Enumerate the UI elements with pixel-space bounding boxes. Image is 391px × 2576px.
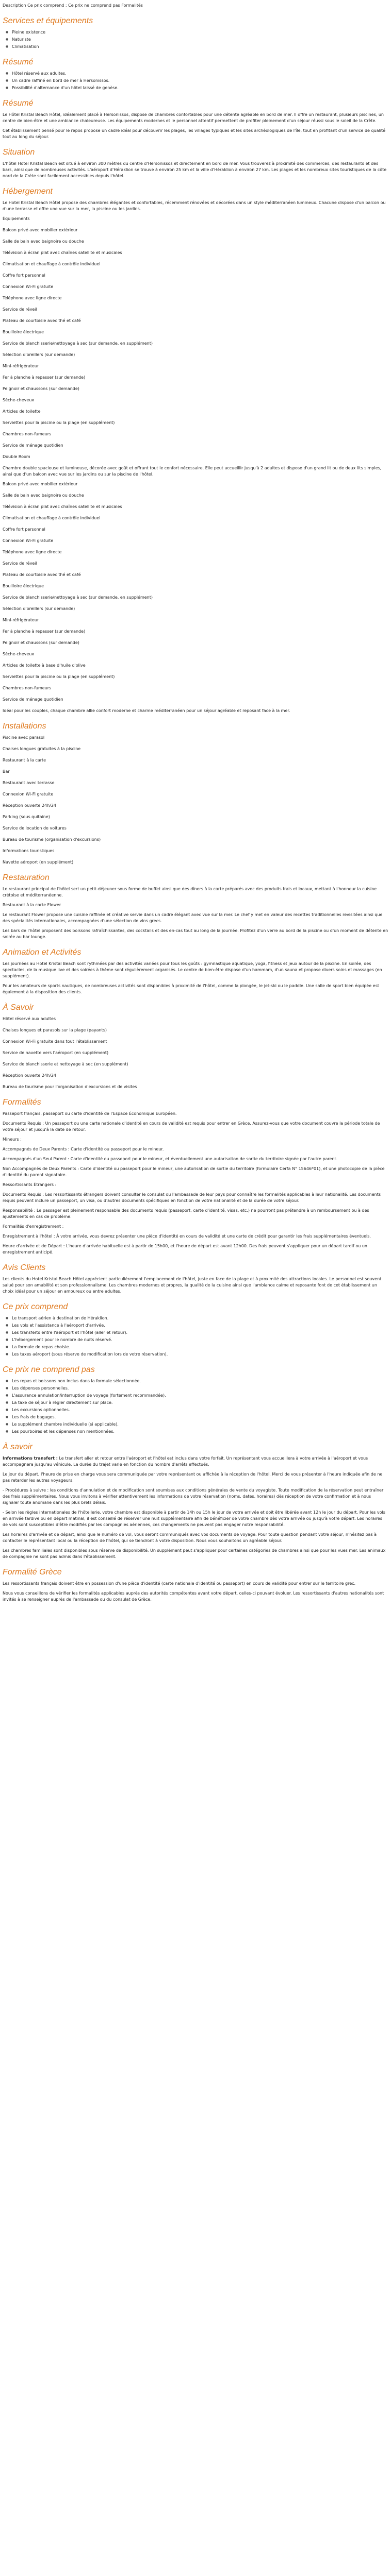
text-line: Réception ouverte 24h/24: [3, 1073, 57, 1078]
list-item: ● Les taxes aéroport (sous réserve de modification lors de votre réservation).: [12, 1351, 388, 1358]
paragraph: Documents Requis : Un passeport ou une carte nationale d'identité en cours de validité est requis pour entrer en Grèce. Assurez-vous que votre document couvre la période totale de votre séjour et jusqu'à la date de retour.: [3, 1121, 380, 1132]
list-item: ● La taxe de séjour à régler directement sur place.: [12, 1400, 388, 1406]
list-item: ● Les repas et boissons non inclus dans la formule sélectionnée.: [12, 1378, 388, 1384]
section-title: Animation et Activités: [3, 948, 82, 957]
highlights-list: [12, 71, 388, 91]
section-greece-formalities: [3, 1567, 388, 1603]
paragraph: Nous vous conseillons de vérifier les formalités applicables auprès des autorités compétentes avant votre départ, celles-ci pouvant évoluer. Les ressortissants d'autres nationalités sont invités à se renseigner auprès de l'ambassade ou du consulat de Grèce.: [3, 1591, 384, 1602]
section-formalities: [3, 1097, 388, 1256]
list-item: ● Possibilité d'alternance d'un hôtel laissé de genèse.: [12, 85, 388, 91]
text-line: Climatisation et chauffage à contrôle individuel: [3, 262, 101, 266]
transfer-info-text: Le transfert aller et retour entre l'aéroport et l'hôtel est inclus dans votre forfait. Un représentant vous accueillera à votre arrivée à l'aéroport et vous accompagnera jusqu'au véhicule. La durée du trajet varie en fonction du nombre d'arrêts effectués.: [3, 1456, 368, 1467]
text-line: Service de blanchisserie/nettoyage à sec (sur demande, en supplément): [3, 341, 153, 346]
paragraph: Accompagnés d'un Seul Parent : Carte d'identité ou passeport pour le mineur, et éventuellement une autorisation de sortie du territoire signée par l'autre parent.: [3, 1157, 338, 1161]
section-title: Résumé: [3, 99, 34, 108]
text-line: Articles de toilette à base d'huile d'olive: [3, 663, 86, 668]
text-line: Télévision à écran plat avec chaînes satellite et musicales: [3, 250, 122, 255]
list-item: ● Les pourboires et les dépenses non mentionnées.: [12, 1429, 388, 1435]
text-line: Chambres non-fumeurs: [3, 686, 52, 690]
section-situation: [3, 147, 388, 179]
text-line: Coffre fort personnel: [3, 273, 45, 278]
text-line: Téléphone avec ligne directe: [3, 296, 62, 300]
paragraph: Non Accompagnés de Deux Parents : Carte d'identité ou passeport pour le mineur, une autorisation de sortie du territoire (formulaire Cerfa N° 15646*01), et une photocopie de la pièce d'identité du parent signataire.: [3, 1166, 385, 1177]
section-title: Installations: [3, 722, 46, 731]
list-item: ● L'assurance annulation/interruption de voyage (fortement recommandée).: [12, 1393, 388, 1399]
section-dining: [3, 873, 388, 940]
paragraph: Accompagnés de Deux Parents : Carte d'identité ou passeport pour le mineur.: [3, 1147, 164, 1151]
paragraph: Le Hôtel Kristal Beach Hôtel, idéalement placé à Hersonissos, dispose de chambres confortables pour une détente agréable en bord de mer. Il offre un restaurant, plusieurs piscines, un centre de bien-être et une ambiance chaleureuse. Les équipements modernes et le personnel attentif permettent de profiter pleinement d'un séjour réussi sous le soleil de la Crète.: [3, 112, 384, 123]
text-line: Équipements: [3, 216, 30, 221]
section-title: À savoir: [3, 1443, 32, 1451]
list-item: ● Les dépenses personnelles.: [12, 1385, 388, 1392]
paragraph: Les clients du Hotel Kristal Beach Hôtel apprécient particulièrement l'emplacement de l'hôtel, juste en face de la plage et à proximité des attractions locales. Le personnel est souvent salué pour son amabilité et son professionnalisme. Les chambres modernes et propres, la qualité de la cuisine ainsi que l'ambiance calme et reposante font de cet établissement un choix idéal pour un séjour en amoureux ou entre adultes.: [3, 1277, 382, 1294]
paragraph: Passeport français, passeport ou carte d'identité de l'Espace Économique Européen.: [3, 1111, 177, 1116]
section-title: Situation: [3, 148, 35, 157]
paragraph: [3, 1455, 388, 1468]
text-line: Sèche-cheveux: [3, 652, 35, 656]
paragraph: L'hôtel Hotel Kristal Beach est situé à environ 300 mètres du centre d'Hersonissos et directement en bord de mer. Vous trouverez à proximité des commerces, des restaurants et des bars, ainsi que de nombreuses activités. L'aéroport d'Héraklion se trouve à environ 25 km et la ville d'Héraklion à environ 27 km. Les plages et les nombreux sites touristiques de la côte nord de la Crète sont facilement accessibles depuis l'hôtel.: [3, 161, 387, 178]
paragraph: Les journées au Hotel Kristal Beach sont rythmées par des activités variées pour tous les goûts : gymnastique aquatique, yoga, fitness et jeux autour de la piscine. En soirée, des spectacles, de la musique live et des soirées à thème sont régulièrement organisés. Le centre de bien-être dispose d'un hammam, d'un sauna et propose divers soins et massages (en supplément).: [3, 961, 382, 978]
section-to-know: [3, 1442, 388, 1560]
text-line: Peignoir et chaussons (sur demande): [3, 640, 79, 645]
text-line: Informations touristiques: [3, 849, 55, 853]
paragraph: Les ressortissants français doivent être en possession d'une pièce d'identité (carte nationale d'identité ou passeport) en cours de validité pour entrer sur le territoire grec.: [3, 1581, 356, 1586]
excludes-list: [12, 1378, 388, 1435]
text-line: Chambres non-fumeurs: [3, 432, 52, 436]
section-title: Ce prix comprend: [3, 1302, 68, 1311]
text-line: Serviettes pour la piscine ou la plage (en supplément): [3, 674, 115, 679]
text-line: Climatisation et chauffage à contrôle individuel: [3, 516, 101, 520]
paragraph: Restaurant à la carte Flower: [3, 903, 61, 907]
section-accommodation: [3, 187, 388, 714]
paragraph: Cet établissement pensé pour le repos propose un cadre idéal pour découvrir les plages, les villages typiques et les sites archéologiques de l'île, tout en profitant d'un service de qualité tout au long du séjour.: [3, 128, 386, 139]
paragraph: Mineurs :: [3, 1137, 22, 1142]
section-good-to-know: [3, 1003, 388, 1090]
text-line: Sélection d'oreillers (sur demande): [3, 606, 75, 611]
text-line: Mini-réfrigérateur: [3, 618, 39, 622]
section-services: [3, 16, 388, 50]
section-activities: [3, 947, 388, 995]
paragraph: Formalités d'enregistrement :: [3, 1224, 64, 1229]
list-item: ● Hôtel réservé aux adultes.: [12, 71, 388, 77]
text-line: Connexion Wi-Fi gratuite dans tout l'établissement: [3, 1039, 107, 1044]
paragraph: Documents Requis : Les ressortissants étrangers doivent consulter le consulat ou l'ambassade de leur pays pour connaître les formalités applicables à leur nationalité. Les documents requis peuvent inclure un passeport, un visa, ou d'autres documents spécifiques en fonction de votre nationalité et de la durée de votre séjour.: [3, 1192, 381, 1203]
text-line: Bureau de tourisme (organisation d'excursions): [3, 837, 101, 842]
list-item: ● L'hébergement pour le nombre de nuits réservé.: [12, 1337, 388, 1343]
text-line: Service de blanchisserie/nettoyage à sec (sur demande, en supplément): [3, 595, 153, 600]
text-line: Bouilloire électrique: [3, 330, 44, 334]
paragraph: Heure d'arrivée et de Départ : L'heure d'arrivée habituelle est à partir de 15h00, et l'heure de départ est avant 12h00. Des frais peuvent s'appliquer pour un départ tardif ou un enregistrement anticipé.: [3, 1244, 367, 1255]
paragraph: Ressortissants Étrangers :: [3, 1182, 57, 1187]
list-item: ● Naturiste: [12, 37, 388, 43]
section-summary-highlights: [3, 57, 388, 91]
text-line: Service de navette vers l'aéroport (en supplément): [3, 1050, 109, 1055]
paragraph: Les bars de l'hôtel proposent des boissons rafraîchissantes, des cocktails et des en-cas tout au long de la journée. Profitez d'un verre au bord de la piscine ou d'un moment de détente en soirée au bar lounge.: [3, 928, 388, 939]
paragraph: - Selon les règles internationales de l'hôtellerie, votre chambre est disponible à partir de 14h ou 15h le jour de votre arrivée et doit être libérée avant 12h le jour du départ. Pour les vols en arrivée tardive ou en départ matinal, il est conseillé de réserver une nuit supplémentaire afin de bénéficier de votre chambre dès votre arrivée ou jusqu'à votre départ. Les horaires de vols sont susceptibles d'être modifiés par les compagnies aériennes, ces changements ne peuvent pas engager notre responsabilité.: [3, 1510, 385, 1527]
section-reviews: [3, 1263, 388, 1295]
text-line: Salle de bain avec baignoire ou douche: [3, 239, 84, 244]
text-line: Réception ouverte 24h/24: [3, 803, 57, 808]
text-line: Sèche-cheveux: [3, 398, 35, 402]
text-line: Articles de toilette: [3, 409, 41, 414]
text-line: Restaurant avec terrasse: [3, 781, 55, 785]
text-line: Peignoir et chaussons (sur demande): [3, 386, 79, 391]
text-line: Service de blanchisserie et nettoyage à sec (en supplément): [3, 1062, 128, 1066]
section-title: Formalité Grèce: [3, 1568, 62, 1577]
text-line: Navette aéroport (en supplément): [3, 860, 74, 865]
list-item: ● Le transport aérien à destination de Héraklion.: [12, 1315, 388, 1321]
text-line: Double Room: [3, 454, 30, 459]
text-line: Piscine avec parasol: [3, 735, 45, 740]
text-line: Sélection d'oreillers (sur demande): [3, 352, 75, 357]
paragraph: Le restaurant principal de l'hôtel sert un petit-déjeuner sous forme de buffet ainsi que des dîners à la carte préparés avec des produits frais et locaux, mettant à l'honneur la cuisine crétoise et méditerranéenne.: [3, 887, 377, 897]
text-line: Service de réveil: [3, 561, 37, 566]
intro-text: Description Ce prix comprend : Ce prix ne comprend pas Formalités: [3, 3, 143, 8]
text-line: Mini-réfrigérateur: [3, 364, 39, 368]
text-line: Salle de bain avec baignoire ou douche: [3, 493, 84, 498]
paragraph: Pour les amateurs de sports nautiques, de nombreuses activités sont disponibles à proximité de l'hôtel, comme la plongée, le jet-ski ou le paddle. Une salle de sport bien équipée est également à la disposition des clients.: [3, 984, 379, 994]
text-line: Téléphone avec ligne directe: [3, 550, 62, 554]
paragraph: Enregistrement à l'hôtel : À votre arrivée, vous devrez présenter une pièce d'identité en cours de validité et une carte de crédit pour garantir les frais supplémentaires éventuels.: [3, 1234, 371, 1239]
text-line: Connexion Wi-Fi gratuite: [3, 538, 54, 543]
list-item: ● Climatisation: [12, 44, 388, 50]
text-line: Balcon privé avec mobilier extérieur: [3, 228, 78, 232]
text-line: Plateau de courtoisie avec thé et café: [3, 318, 81, 323]
list-item: ● Le supplément chambre individuelle (si applicable).: [12, 1421, 388, 1428]
paragraph: Les chambres familiales sont disponibles sous réserve de disponibilité. Un supplément peut s'appliquer pour certaines catégories de chambres ainsi que pour les vues mer. Les animaux de compagnie ne sont pas admis dans l'établissement.: [3, 1548, 386, 1559]
text-line: Restaurant à la carte: [3, 758, 46, 762]
section-title: À Savoir: [3, 1003, 34, 1012]
text-line: Service de ménage quotidien: [3, 697, 63, 702]
list-item: ● Les excursions optionnelles.: [12, 1407, 388, 1413]
paragraph: Idéal pour les couples, chaque chambre allie confort moderne et charme méditerranéen pour un séjour agréable et reposant face à la mer.: [3, 708, 290, 713]
paragraph: Le jour du départ, l'heure de prise en charge vous sera communiquée par votre représentant ou affichée à la réception de l'hôtel. Merci de vous présenter à l'heure indiquée afin de ne pas retarder les autres voyageurs.: [3, 1472, 383, 1483]
text-line: Fer à planche à repasser (sur demande): [3, 629, 86, 634]
text-line: Connexion Wi-Fi gratuite: [3, 792, 54, 796]
services-list: [12, 29, 388, 50]
section-title: Avis Clients: [3, 1263, 46, 1272]
text-line: Fer à planche à repasser (sur demande): [3, 375, 86, 380]
transfer-info-label: Informations transfert :: [3, 1456, 58, 1461]
section-price-excludes: [3, 1365, 388, 1435]
text-line: Bureau de tourisme pour l'organisation d'excursions et de visites: [3, 1084, 137, 1089]
section-price-includes: [3, 1302, 388, 1358]
text-line: Hôtel réservé aux adultes: [3, 1016, 56, 1021]
text-line: Serviettes pour la piscine ou la plage (en supplément): [3, 420, 115, 425]
section-title: Résumé: [3, 58, 34, 66]
text-line: Service de réveil: [3, 307, 37, 312]
paragraph: Le restaurant Flower propose une cuisine raffinée et créative servie dans un cadre élégant avec vue sur la mer. Le chef y met en valeur des recettes traditionnelles revisitées ainsi que des spécialités internationales, accompagnées d'une sélection de vins grecs.: [3, 912, 383, 923]
paragraph: Chambre double spacieuse et lumineuse, décorée avec goût et offrant tout le confort nécessaire. Elle peut accueillir jusqu'à 2 adultes et dispose d'un grand lit ou de deux lits simples, ainsi que d'un balcon avec vue sur les jardins ou sur la piscine de l'hôtel.: [3, 466, 382, 477]
text-line: Bar: [3, 769, 10, 774]
text-line: Plateau de courtoisie avec thé et café: [3, 572, 81, 577]
section-facilities: [3, 721, 388, 866]
paragraph: Le Hotel Kristal Beach Hôtel propose des chambres élégantes et confortables, récemment rénovées et décorées dans un style méditerranéen lumineux. Chacune dispose d'un balcon ou d'une terrasse et offre une vue sur la mer, la piscine ou les jardins.: [3, 200, 386, 211]
list-item: ● Les frais de bagages.: [12, 1414, 388, 1420]
section-title: Services et équipements: [3, 16, 93, 25]
text-line: Coffre fort personnel: [3, 527, 45, 532]
list-item: ● Les vols et l'assistance à l'aéroport d'arrivée.: [12, 1323, 388, 1329]
text-line: Télévision à écran plat avec chaînes satellite et musicales: [3, 504, 122, 509]
text-line: Service de location de voitures: [3, 826, 67, 831]
text-line: Parking (sous quitaine): [3, 815, 50, 819]
includes-list: [12, 1315, 388, 1358]
section-summary: [3, 98, 388, 140]
list-item: ● La formule de repas choisie.: [12, 1344, 388, 1350]
text-line: Bouilloire électrique: [3, 584, 44, 588]
text-line: Balcon privé avec mobilier extérieur: [3, 482, 78, 486]
list-item: ● Les transferts entre l'aéroport et l'hôtel (aller et retour).: [12, 1330, 388, 1336]
section-title: Restauration: [3, 873, 50, 882]
paragraph: - Procédures à suivre : les conditions d'annulation et de modification sont soumises aux conditions générales de vente du voyagiste. Toute modification de la réservation peut entraîner des frais supplémentaires. Nous vous invitons à vérifier attentivement les informations de votre réservation (noms, dates, horaires) dès réception de votre confirmation et à nous signaler toute anomalie dans les plus brefs délais.: [3, 1488, 384, 1505]
section-title: Hébergement: [3, 187, 53, 196]
paragraph: Responsabilité : Le passager est pleinement responsable des documents requis (passeport, carte d'identité, visas, etc.) ne pourront pas prétendre à un remboursement ou à des ajustements en cas de problème.: [3, 1208, 369, 1219]
text-line: Service de ménage quotidien: [3, 443, 63, 448]
paragraph: Les horaires d'arrivée et de départ, ainsi que le numéro de vol, vous seront communiqués avec vos documents de voyage. Pour toute question pendant votre séjour, n'hésitez pas à contacter le représentant local ou la réception de l'hôtel, qui se tiendront à votre disposition. Nous vous souhaitons un agréable séjour.: [3, 1532, 377, 1543]
list-item: ● Pleine existence: [12, 29, 388, 36]
text-line: Chaises longues gratuites à la piscine: [3, 747, 81, 751]
text-line: Chaises longues et parasols sur la plage (payants): [3, 1028, 107, 1032]
list-item: ● Un cadre raffiné en bord de mer à Hersonissos.: [12, 78, 388, 84]
section-title: Ce prix ne comprend pas: [3, 1365, 95, 1374]
section-title: Formalités: [3, 1098, 41, 1107]
text-line: Connexion Wi-Fi gratuite: [3, 284, 54, 289]
